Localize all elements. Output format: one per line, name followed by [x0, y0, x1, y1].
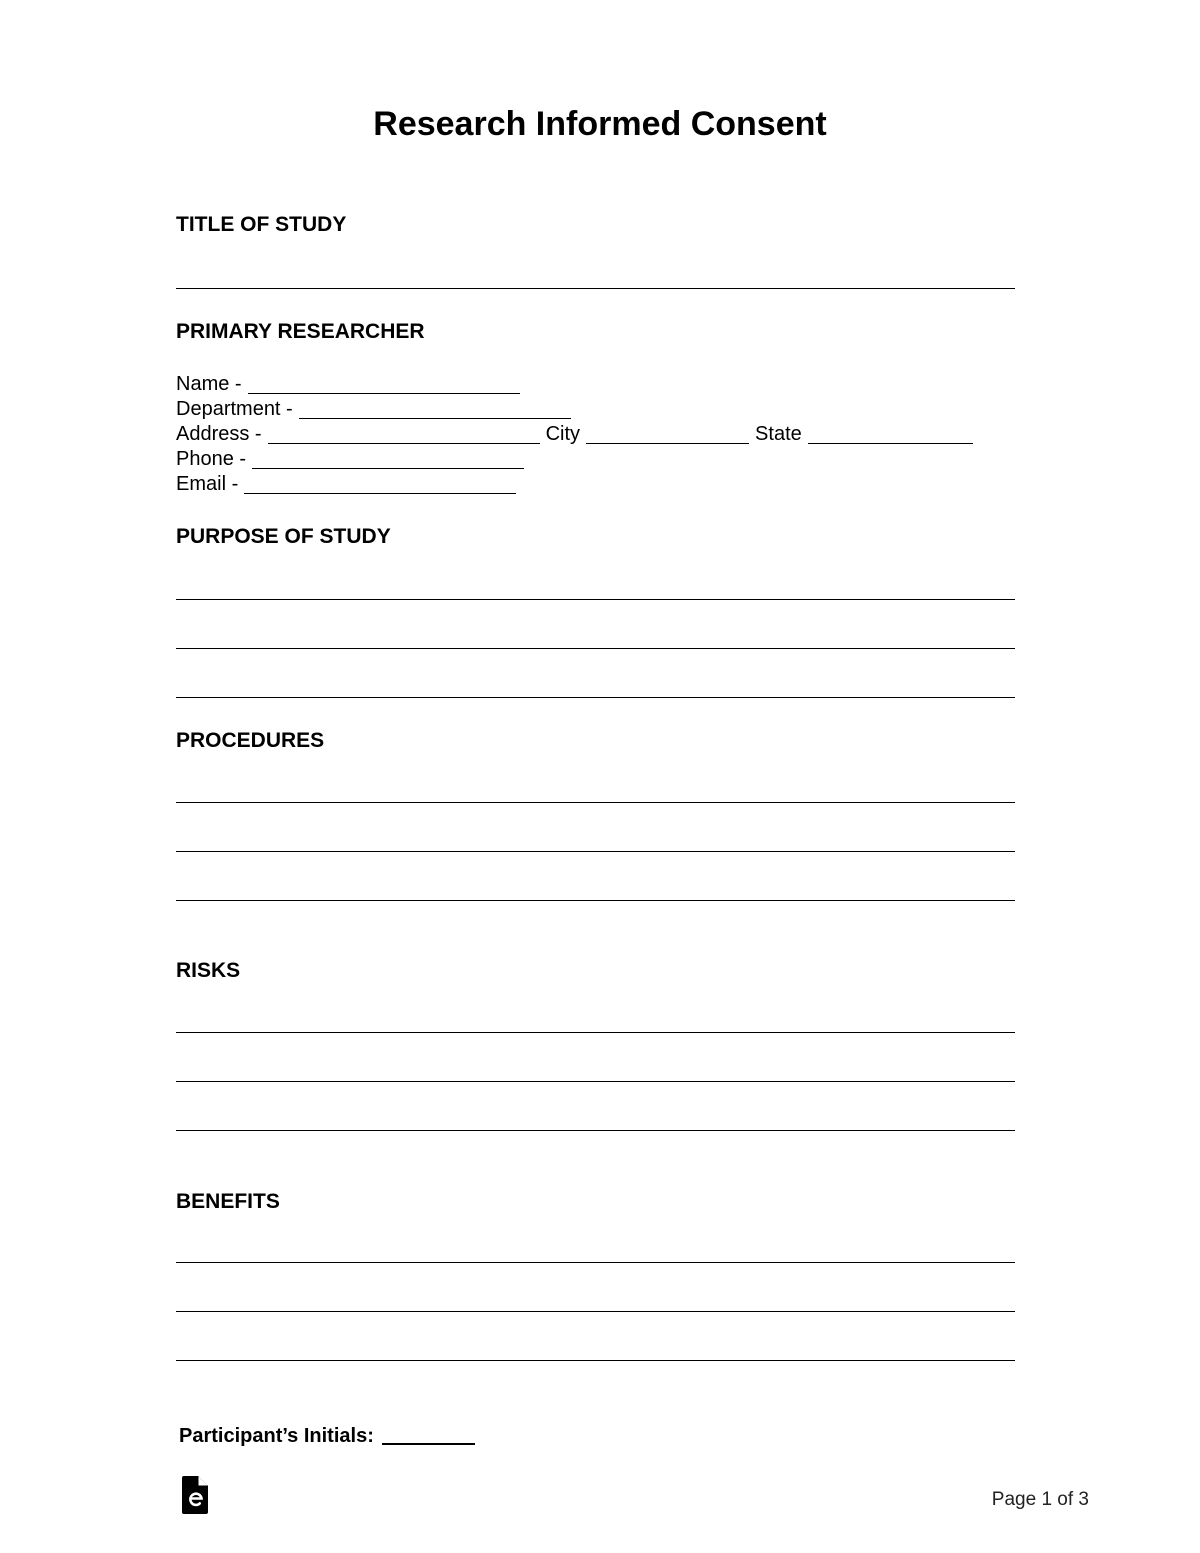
address-label: Address - — [176, 423, 262, 445]
procedures-line[interactable] — [176, 900, 1015, 901]
procedures-line[interactable] — [176, 802, 1015, 803]
state-blank[interactable] — [808, 425, 973, 444]
name-blank[interactable] — [248, 375, 520, 394]
purpose-line[interactable] — [176, 648, 1015, 649]
city-label: City — [545, 423, 581, 445]
procedures-line[interactable] — [176, 851, 1015, 852]
researcher-phone-row — [176, 447, 524, 472]
title-of-study-line[interactable] — [176, 288, 1015, 289]
page-number: Page 1 of 3 — [991, 1489, 1089, 1510]
email-blank[interactable] — [244, 475, 516, 494]
phone-blank[interactable] — [252, 450, 524, 469]
participant-initials-label: Participant’s Initials: — [179, 1425, 374, 1447]
researcher-department-row — [176, 397, 571, 422]
name-label: Name - — [176, 373, 242, 395]
purpose-line[interactable] — [176, 697, 1015, 698]
city-blank[interactable] — [586, 425, 749, 444]
phone-label: Phone - — [176, 448, 247, 470]
heading-procedures: PROCEDURES — [176, 729, 325, 752]
participant-initials-blank[interactable] — [382, 1425, 475, 1445]
heading-purpose-of-study: PURPOSE OF STUDY — [176, 525, 391, 548]
researcher-name-row — [176, 372, 520, 397]
heading-benefits: BENEFITS — [176, 1190, 280, 1213]
risks-line[interactable] — [176, 1081, 1015, 1082]
researcher-email-row — [176, 472, 516, 497]
department-label: Department - — [176, 398, 293, 420]
esign-document-icon — [182, 1476, 210, 1514]
state-label: State — [755, 423, 802, 445]
participant-initials-row — [179, 1424, 475, 1448]
benefits-line[interactable] — [176, 1311, 1015, 1312]
heading-risks: RISKS — [176, 959, 241, 982]
risks-line[interactable] — [176, 1130, 1015, 1131]
address-blank[interactable] — [268, 425, 540, 444]
benefits-line[interactable] — [176, 1262, 1015, 1263]
department-blank[interactable] — [299, 400, 571, 419]
document-title: Research Informed Consent — [373, 105, 827, 143]
purpose-line[interactable] — [176, 599, 1015, 600]
email-label: Email - — [176, 473, 239, 495]
heading-title-of-study: TITLE OF STUDY — [176, 213, 347, 236]
benefits-line[interactable] — [176, 1360, 1015, 1361]
heading-primary-researcher: PRIMARY RESEARCHER — [176, 320, 425, 343]
risks-line[interactable] — [176, 1032, 1015, 1033]
researcher-address-row — [176, 422, 973, 447]
